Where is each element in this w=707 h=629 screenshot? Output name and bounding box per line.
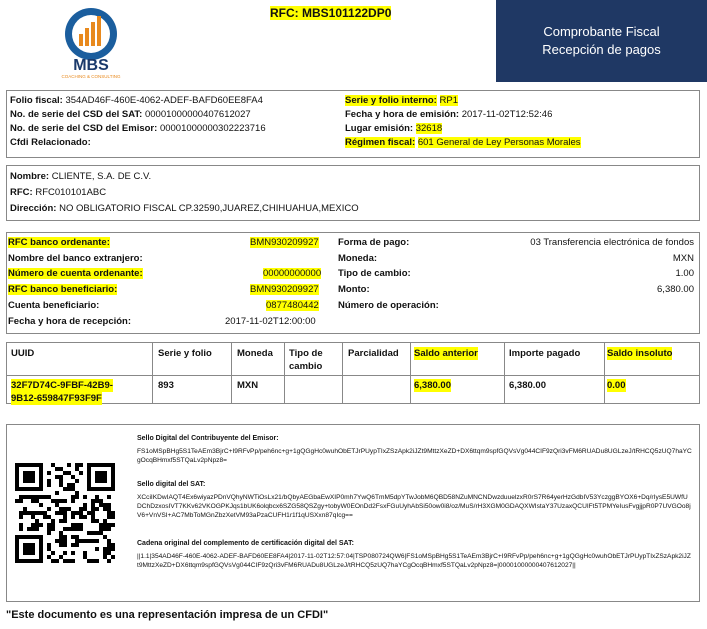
csd-sat: No. de serie del CSD del SAT: 00001000000407612027 bbox=[10, 109, 251, 120]
numero-operacion-label: Número de operación: bbox=[338, 300, 439, 311]
receptor-direccion: Dirección: NO OBLIGATORIO FISCAL CP.32590,JUAREZ,CHIHUAHUA,MEXICO bbox=[10, 203, 359, 214]
moneda-label: Moneda: bbox=[338, 253, 378, 264]
rfc-ordenante-label: RFC banco ordenante: bbox=[8, 237, 110, 248]
th-serie-folio: Serie y folio bbox=[158, 348, 212, 359]
sello-emisor-label: Sello Digital del Contribuyente del Emisor: bbox=[137, 435, 279, 442]
serie-folio-interno: Serie y folio interno: RP1 bbox=[345, 95, 458, 106]
sello-sat-label: Sello digital del SAT: bbox=[137, 481, 206, 488]
rfc-beneficiario-label: RFC banco beneficiario: bbox=[8, 284, 118, 295]
regimen-fiscal: Régimen fiscal: 601 General de Ley Personas Morales bbox=[345, 137, 581, 148]
document-title-box bbox=[496, 0, 707, 82]
fecha-emision: Fecha y hora de emisión: 2017-11-02T12:52:46 bbox=[345, 109, 553, 120]
th-saldo-insoluto: Saldo insoluto bbox=[607, 348, 673, 359]
th-tipo-cambio: Tipo de cambio bbox=[289, 348, 323, 372]
folio-fiscal: Folio fiscal: 354AD46F-460E-4062-ADEF-BAFD60EE8FA4 bbox=[10, 95, 263, 106]
banco-extranjero-label: Nombre del banco extranjero: bbox=[8, 253, 143, 264]
csd-emisor: No. de serie del CSD del Emisor: 00001000000302223716 bbox=[10, 123, 266, 134]
cell-moneda: MXN bbox=[237, 380, 259, 391]
title-line-1: Comprobante Fiscal bbox=[543, 24, 660, 39]
moneda-value: MXN bbox=[672, 253, 694, 264]
receptor-rfc: RFC: RFC010101ABC bbox=[10, 187, 107, 198]
qr-code bbox=[15, 463, 115, 563]
fecha-recepcion-label: Fecha y hora de recepción: bbox=[8, 316, 132, 327]
th-parcialidad: Parcialidad bbox=[348, 348, 399, 359]
cuenta-ordenante-label: Número de cuenta ordenante: bbox=[8, 268, 143, 279]
forma-pago-value: 03 Transferencia electrónica de fondos bbox=[530, 237, 694, 248]
th-uuid: UUID bbox=[11, 348, 35, 359]
forma-pago-label: Forma de pago: bbox=[338, 237, 410, 248]
related-documents-table bbox=[6, 342, 700, 404]
cell-saldo-anterior: 6,380.00 bbox=[414, 380, 451, 391]
cuenta-beneficiario-label: Cuenta beneficiario: bbox=[8, 300, 100, 311]
cuenta-beneficiario-value: 0877480442 bbox=[266, 300, 319, 311]
logo-tagline: COACHING & CONSULTING bbox=[61, 74, 121, 79]
cuenta-ordenante-value: 00000000000 bbox=[263, 268, 322, 279]
cfdi-relacionado: Cfdi Relacionado: bbox=[10, 137, 91, 148]
lugar-emision: Lugar emisión: 32618 bbox=[345, 123, 443, 134]
cadena-original-label: Cadena original del complemento de certificación digital del SAT: bbox=[137, 540, 354, 547]
fecha-recepcion-value: 2017-11-02T12:00:00 bbox=[225, 316, 316, 327]
cell-importe-pagado: 6,380.00 bbox=[509, 380, 546, 391]
sello-emisor-value: FS1oMSpBHg5S1TeAEm3BjrC+I9RFvPp/peh6nc+g+1gQGgHc0wuhObETJrPUypTIxZSzApk2iJZt9MttzXeZD+DX6ttqm9spfGQVsVg044CIF9zQri3vFM6RUADu8UGLzeJ/tRHCQ5zUQ7haYCgOcqBHmxf5STQaLv2pNpz8= bbox=[137, 448, 692, 464]
logo-text: MBS bbox=[73, 57, 109, 74]
th-moneda: Moneda bbox=[237, 348, 273, 359]
sello-sat-value: XCciIKDwIAQT4Ex6wiyazPDnVQhyNWTiOsLx21/bQbyAEGbaEwXIP0mh7YwQ6TmM5dpYTwJobM6QBD58NZuMNCNDwzduuelzxR0rS7R64yerHzGdbIV53YczggBYOX6+Dq/rIysE5UWfUDChDzxosIVT7KKv62VKOGPKJqs1bUK6olqbcx6SZG58QSZgy+tobyW0EOnDd2FsxFGuUyhAbSi50ow0i8/oz/MuS/rH3XGM0GDAQXWIstaY37UzaxQCUIFt5TPMYeIusFvgjjpR0P7UVGOo8jV6+VnVSI+AC7MbToMGnZbzXetVM93aPzaCUFH1r1f1qUSXxn87qIcg== bbox=[137, 494, 691, 519]
digital-seals-box bbox=[6, 424, 700, 602]
tipo-cambio-value: 1.00 bbox=[675, 268, 694, 279]
cadena-original-value: ||1.1|354AD46F-460E-4062-ADEF-BAFD60EE8FA4|2017-11-02T12:57:04|TSP080724QW6|FS1oMSpBHg5S1TeAEm3BjrC+I9RFvPp/peh6nc+g+1gQGgHc0wuhObETJrPUypTIxZSzApk2iJZt9MttzXeZD+DX6ttqm9spfGQVsVg044CIF9zQri3vFM6RUADu8UGLzeJ/tRHCQ5zUQ7haYCgOcqBHmxf5STQaLv2pNpz8=|00001000000407612027|| bbox=[137, 553, 691, 569]
title-line-2: Recepción de pagos bbox=[542, 42, 661, 57]
tipo-cambio-label: Tipo de cambio: bbox=[338, 268, 411, 279]
rfc-beneficiario-value: BMN930209927 bbox=[250, 284, 319, 295]
monto-label: Monto: bbox=[338, 284, 370, 295]
footer-note: "Este documento es una representación impresa de un CFDI" bbox=[6, 609, 329, 621]
cell-saldo-insoluto: 0.00 bbox=[607, 380, 626, 391]
cell-uuid: 32F7D74C-9FBF-42B9- 9B12-659847F93F9F bbox=[11, 380, 113, 404]
issuer-rfc: RFC: MBS101122DP0 bbox=[270, 6, 392, 20]
rfc-ordenante-value: BMN930209927 bbox=[250, 237, 319, 248]
monto-value: 6,380.00 bbox=[657, 284, 694, 295]
th-saldo-anterior: Saldo anterior bbox=[414, 348, 478, 359]
th-importe-pagado: Importe pagado bbox=[509, 348, 581, 359]
receptor-nombre: Nombre: CLIENTE, S.A. DE C.V. bbox=[10, 171, 152, 182]
cell-serie-folio: 893 bbox=[158, 380, 174, 391]
company-logo bbox=[56, 6, 126, 80]
